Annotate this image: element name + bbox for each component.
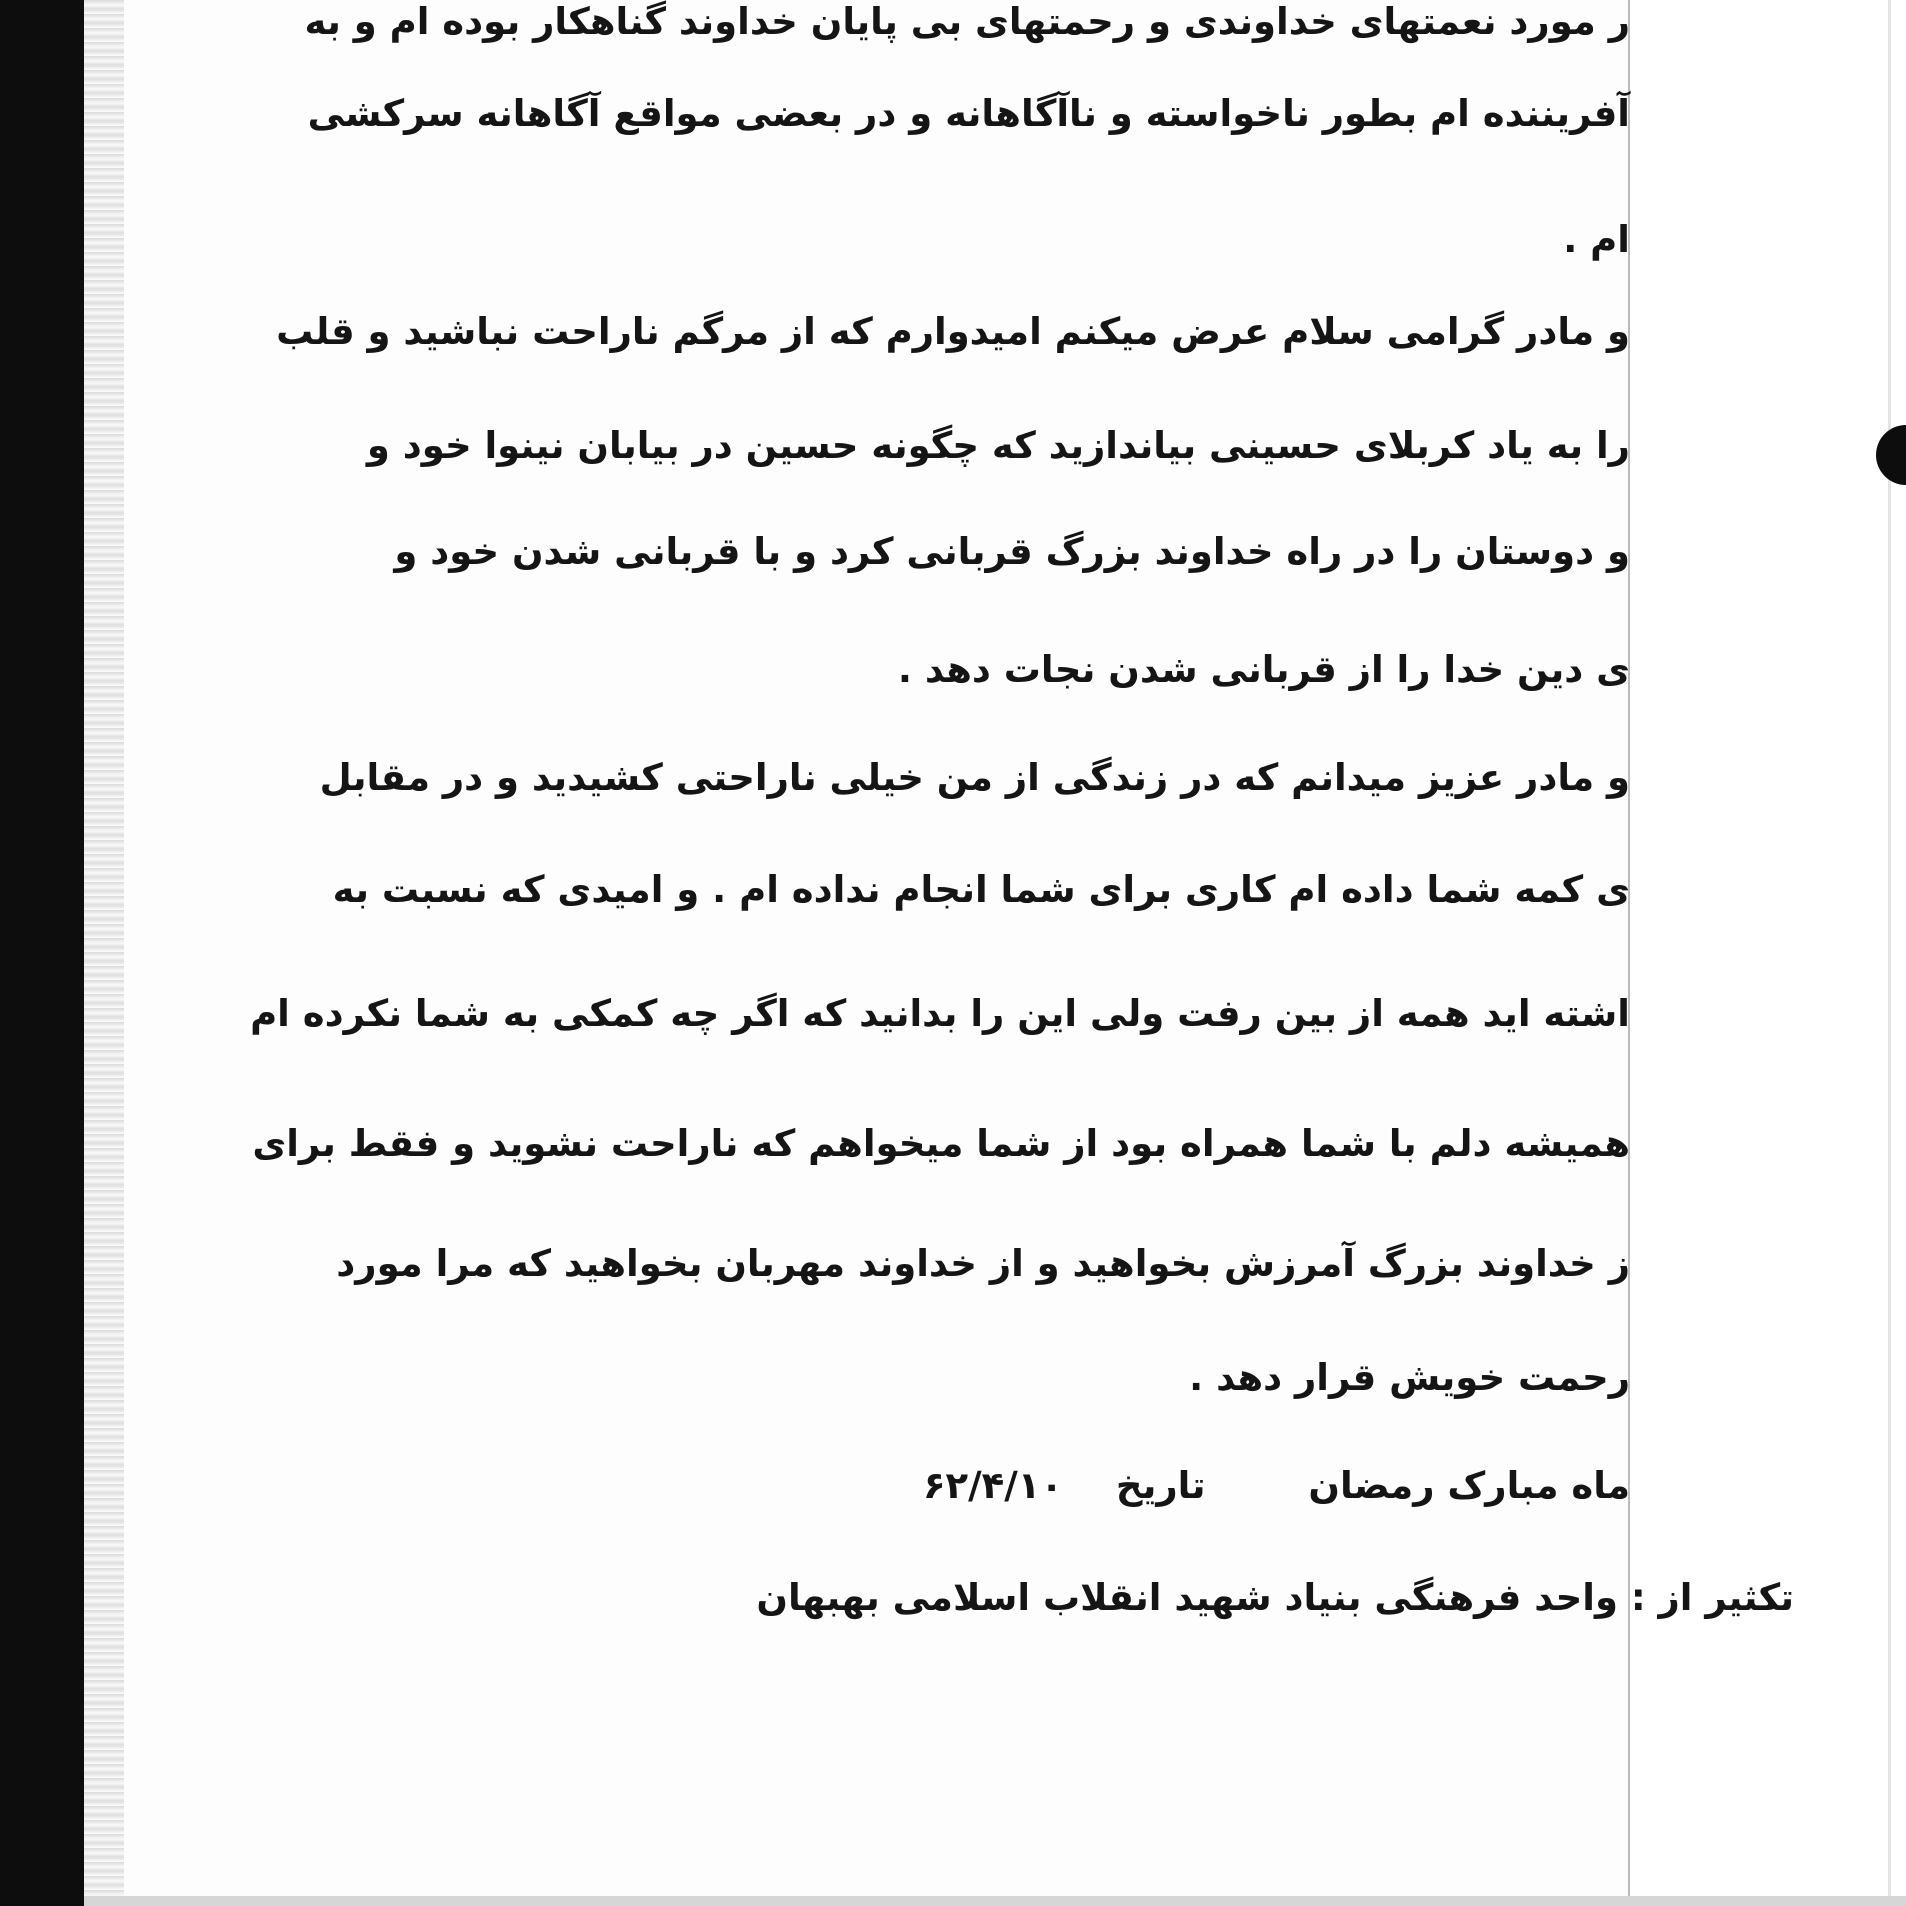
letter-line-9: ی کمه شما داده ام کاری برای شما انجام نداده ام . و امیدی که نسبت به [332,868,1630,911]
letter-line-8: و مادر عزیز میدانم که در زندگی از من خیلی ناراحتی کشیدید و در مقابل [319,756,1630,799]
letter-line-1: ر مورد نعمتهای خداوندی و رحمتهای بی پایان خداوند گناهکار بوده ام و به [304,0,1630,43]
letter-line-6: و دوستان را در راه خداوند بزرگ قربانی کرد و با قربانی شدن خود و [394,530,1630,573]
scan-left-noise [84,0,124,1906]
letter-line-2: آفریننده ام بطور ناخواسته و ناآگاهانه و در بعضی مواقع آگاهانه سرکشی [307,92,1630,135]
paper-bottom-edge [84,1896,1906,1906]
date-value: ۶۲/۴/۱۰ [922,1464,1063,1507]
date-label: تاریخ [1115,1464,1206,1507]
date-month: ماه مبارک رمضان [1308,1464,1630,1507]
letter-line-12: ز خداوند بزرگ آمرزش بخواهید و از خداوند مهربان بخواهید که مرا مورد [336,1242,1630,1285]
date-line [190,1456,1630,1516]
scan-left-border [0,0,84,1906]
letter-line-10: اشته اید همه از بین رفت ولی این را بدانید که اگر چه کمکی به شما نکرده ام [250,992,1630,1035]
scan-right-fold [1888,0,1891,1906]
letter-line-11: همیشه دلم با شما همراه بود از شما میخواهم که ناراحت نشوید و فقط برای [252,1122,1630,1165]
footer-credit: تکثیر از : واحد فرهنگی بنیاد شهید انقلاب اسلامی بهبهان [756,1576,1794,1619]
letter-line-3: ام . [1563,218,1630,261]
letter-line-4: و مادر گرامی سلام عرض میکنم امیدوارم که از مرگم ناراحت نباشید و قلب [276,310,1630,353]
letter-line-13: رحمت خویش قرار دهد . [1189,1356,1630,1399]
letter-line-7: ی دین خدا را از قربانی شدن نجات دهد . [897,648,1630,691]
letter-line-5: را به یاد کربلای حسینی بیاندازید که چگونه حسین در بیابان نینوا خود و [366,424,1630,467]
